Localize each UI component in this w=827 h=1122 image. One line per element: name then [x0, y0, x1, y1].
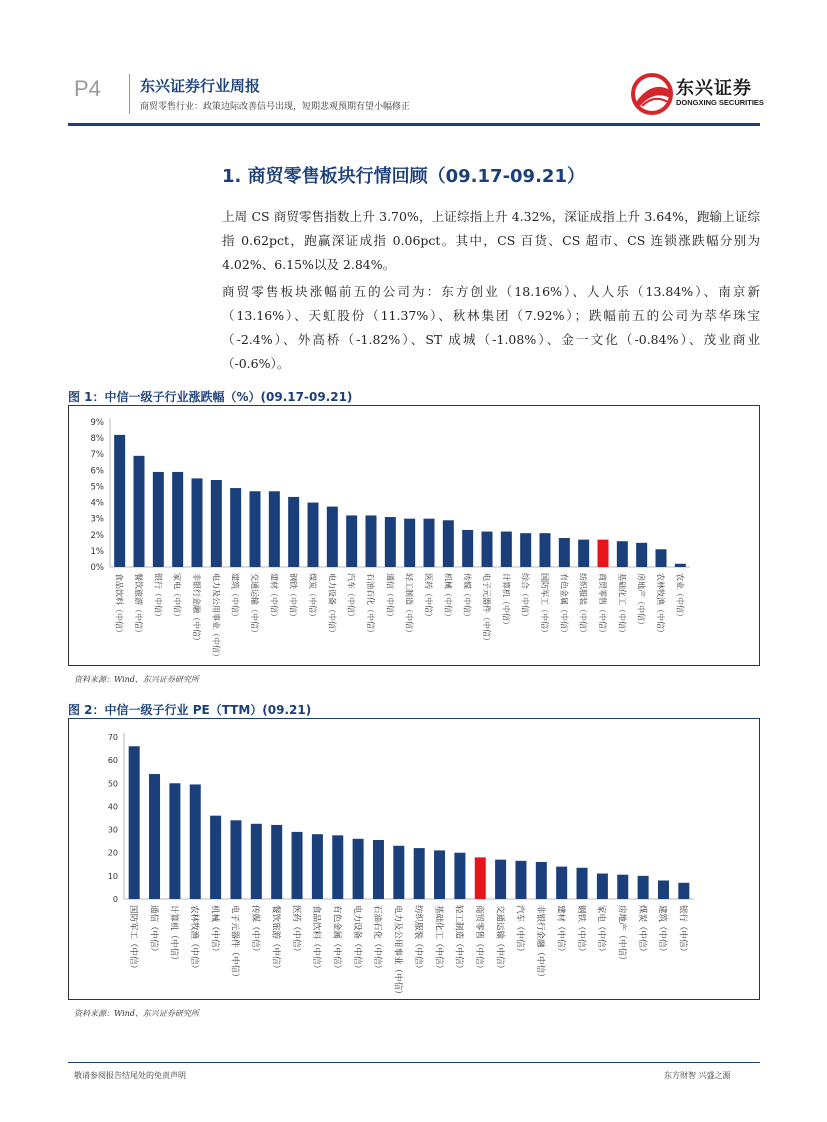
- x-tick-label: 房地产（中信）: [616, 905, 627, 965]
- page-number: P4: [74, 76, 101, 101]
- bar: [598, 540, 609, 567]
- bar: [172, 472, 183, 567]
- figure-1-source: 资料来源：Wind、东兴证券研究所: [74, 675, 199, 684]
- bar: [414, 848, 425, 899]
- bar: [114, 435, 125, 567]
- figure-2-source: 资料来源：Wind、东兴证券研究所: [74, 1009, 199, 1018]
- x-tick-label: 农业（中信）: [675, 573, 685, 621]
- x-tick-label: 石油石化（中信）: [372, 905, 383, 974]
- x-tick-label: 非银行金融（中信）: [192, 573, 201, 645]
- x-tick-label: 银行（中信）: [677, 905, 688, 957]
- x-tick-label: 计算机（中信）: [501, 573, 511, 629]
- figure-1-title: 图 1：中信一级子行业涨跌幅（%）(09.17-09.21): [68, 390, 353, 404]
- bar: [134, 456, 145, 567]
- bar: [230, 488, 241, 567]
- x-tick-label: 家电（中信）: [172, 573, 182, 621]
- bar: [251, 824, 262, 899]
- paragraph-market-review: 上周 CS 商贸零售指数上升 3.70%，上证综指上升 4.32%，深证成指上升 3.64%，跑输上证综指 0.62pct，跑赢深证成指 0.06pct。其中，CS 百货、CS 超市、CS 连锁涨跌幅分别为 4.02%、6.15%以及 2.84%。: [222, 209, 760, 272]
- bar: [404, 519, 415, 567]
- y-tick-label: 50: [107, 779, 118, 789]
- y-tick-label: 0: [112, 895, 118, 904]
- x-tick-label: 农林牧渔（中信）: [189, 905, 199, 974]
- bar: [482, 532, 493, 567]
- x-tick-label: 电子元器件（中信）: [482, 573, 491, 645]
- bar: [515, 861, 526, 899]
- bar: [211, 480, 222, 567]
- bar: [288, 497, 299, 567]
- x-tick-label: 食品饮料（中信）: [114, 573, 124, 637]
- bar: [638, 876, 649, 899]
- x-tick-label: 交通运输（中信）: [494, 905, 505, 974]
- x-tick-label: 汽车（中信）: [514, 905, 525, 957]
- y-tick-label: 60: [107, 756, 118, 766]
- bar: [462, 530, 473, 567]
- x-tick-label: 轻工制造（中信）: [404, 573, 414, 637]
- figure-2-title: 图 2：中信一级子行业 PE（TTM）(09.21): [68, 703, 312, 717]
- bar: [332, 835, 343, 899]
- bar: [656, 549, 667, 567]
- x-tick-label: 非银行金融（中信）: [535, 905, 546, 982]
- y-tick-label: 4%: [90, 498, 104, 509]
- bar: [540, 533, 551, 567]
- y-tick-label: 9%: [90, 418, 104, 428]
- x-tick-label: 计算机（中信）: [168, 905, 179, 965]
- x-tick-label: 餐饮旅游（中信）: [270, 905, 281, 974]
- bar: [536, 862, 547, 899]
- y-tick-label: 7%: [90, 450, 104, 461]
- bar: [636, 543, 647, 567]
- figure-2-bottom-rule: [68, 999, 760, 1000]
- bar: [393, 846, 404, 899]
- x-tick-label: 钢铁（中信）: [288, 573, 298, 621]
- bar: [346, 515, 357, 567]
- x-tick-label: 通信（中信）: [385, 573, 395, 621]
- figure-1-chart: [68, 410, 760, 665]
- bar: [230, 820, 241, 899]
- figure-1-bottom-rule: [68, 665, 760, 666]
- bar: [373, 840, 384, 899]
- x-tick-label: 纺织服装（中信）: [412, 905, 423, 974]
- bar: [292, 832, 303, 899]
- y-tick-label: 0%: [90, 563, 104, 573]
- bar: [312, 834, 323, 899]
- x-tick-label: 农林牧渔（中信）: [656, 573, 665, 637]
- x-tick-label: 有色金属（中信）: [331, 905, 342, 974]
- bar: [597, 874, 608, 899]
- y-tick-label: 20: [107, 848, 118, 858]
- header-divider: [129, 74, 130, 114]
- bar: [366, 515, 377, 567]
- bar: [434, 850, 445, 899]
- paragraph-top-movers: 商贸零售板块涨幅前五的公司为：东方创业（18.16%）、人人乐（13.84%）、南京新（13.16%）、天虹股份（11.37%）、秋林集团（7.92%）；跌幅前五的公司为萃华珠宝（-2.4%）、外高桥（-1.82%）、ST 成城（-1.08%）、金一文化（-0.84%）、茂业商业（-0.6%）。: [222, 284, 760, 371]
- x-tick-label: 石油石化（中信）: [366, 573, 375, 637]
- figure-1-top-rule: [68, 405, 760, 406]
- x-tick-label: 煤炭（中信）: [308, 573, 317, 621]
- bar: [578, 540, 589, 567]
- x-tick-label: 电力设备（中信）: [327, 573, 337, 637]
- bar: [169, 783, 180, 899]
- x-tick-label: 基础化工（中信）: [433, 905, 444, 974]
- footer-slogan: 东方财智 兴盛之源: [664, 1071, 731, 1080]
- bar: [192, 478, 203, 567]
- logo-text: 东兴证券: [676, 78, 752, 99]
- bar: [495, 860, 506, 899]
- bar: [520, 533, 531, 567]
- x-tick-label: 传媒（中信）: [250, 905, 261, 957]
- bar: [308, 503, 319, 567]
- x-tick-label: 交通运输（中信）: [250, 573, 259, 637]
- x-tick-label: 电力及公用事业（中信）: [392, 905, 403, 999]
- y-tick-label: 1%: [90, 546, 104, 557]
- y-tick-label: 30: [107, 825, 118, 835]
- x-tick-label: 房地产（中信）: [636, 573, 646, 629]
- x-tick-label: 商贸零售（中信）: [474, 905, 484, 974]
- x-tick-label: 机械（中信）: [209, 905, 220, 957]
- x-tick-label: 商贸零售（中信）: [598, 573, 607, 637]
- x-tick-label: 电力设备（中信）: [351, 905, 362, 974]
- x-tick-label: 医药（中信）: [290, 905, 301, 957]
- bar: [129, 746, 140, 899]
- footer-rule: [68, 1062, 760, 1063]
- report-title: 东兴证券行业周报: [140, 77, 261, 95]
- figure-2-top-rule: [68, 718, 760, 719]
- bar: [271, 825, 282, 899]
- y-tick-label: 6%: [90, 466, 104, 477]
- bar: [443, 520, 454, 567]
- bar: [675, 564, 686, 567]
- bar: [559, 538, 570, 567]
- bar: [353, 839, 364, 899]
- bar: [454, 853, 465, 899]
- x-tick-label: 国防军工（中信）: [540, 573, 549, 637]
- bar: [250, 491, 261, 567]
- x-tick-label: 家电（中信）: [596, 905, 607, 957]
- bar: [658, 880, 669, 899]
- bar: [617, 541, 628, 567]
- x-tick-label: 汽车（中信）: [346, 573, 356, 621]
- x-tick-label: 轻工制造（中信）: [453, 905, 464, 974]
- x-tick-label: 通信（中信）: [148, 905, 159, 957]
- x-tick-label: 银行（中信）: [153, 573, 163, 621]
- bar: [190, 784, 201, 899]
- x-tick-label: 电子元器件（中信）: [229, 905, 240, 982]
- figure-2-chart: [68, 722, 760, 999]
- header-rule: [68, 123, 760, 126]
- bar: [678, 883, 689, 899]
- y-tick-label: 70: [107, 733, 118, 742]
- x-tick-label: 医药（中信）: [424, 573, 433, 621]
- section-title: 1. 商贸零售板块行情回顾（09.17-09.21）: [222, 166, 585, 187]
- bar: [149, 774, 160, 899]
- x-tick-label: 基础化工（中信）: [617, 573, 627, 637]
- x-tick-label: 建筑（中信）: [230, 573, 240, 621]
- bar: [501, 532, 512, 567]
- bar: [475, 857, 486, 899]
- x-tick-label: 传媒（中信）: [462, 573, 472, 621]
- report-subtitle: 商贸零售行业：政策边际改善信号出现，短期悲观预期有望小幅修正: [140, 102, 411, 112]
- x-tick-label: 建材（中信）: [269, 573, 279, 621]
- bar: [617, 875, 628, 899]
- x-tick-label: 有色金属（中信）: [559, 573, 569, 637]
- bar: [577, 868, 588, 899]
- dongxing-logo-icon: [630, 72, 676, 116]
- x-tick-label: 食品饮料（中信）: [311, 905, 322, 974]
- x-tick-label: 电力及公用事业（中信）: [211, 573, 221, 661]
- y-tick-label: 2%: [90, 530, 104, 541]
- x-tick-label: 煤炭（中信）: [636, 905, 647, 957]
- bar: [210, 816, 221, 899]
- x-tick-label: 国防军工（中信）: [127, 905, 138, 974]
- bar: [327, 507, 338, 567]
- x-tick-label: 机械（中信）: [443, 573, 453, 621]
- x-tick-label: 建筑（中信）: [657, 905, 668, 957]
- y-tick-label: 40: [107, 802, 118, 812]
- y-tick-label: 3%: [90, 514, 104, 525]
- bar: [385, 517, 396, 567]
- x-tick-label: 建材（中信）: [555, 905, 566, 957]
- bar: [269, 491, 280, 567]
- x-tick-label: 钢铁（中信）: [575, 905, 586, 957]
- y-tick-label: 5%: [90, 482, 104, 493]
- x-tick-label: 综合（中信）: [520, 573, 530, 621]
- x-tick-label: 纺织服装（中信）: [578, 573, 588, 637]
- bar: [424, 519, 435, 567]
- y-tick-label: 8%: [90, 434, 104, 445]
- footer-disclaimer: 敬请参阅报告结尾处的免责声明: [74, 1071, 186, 1080]
- x-tick-label: 餐饮旅游（中信）: [134, 573, 143, 637]
- y-tick-label: 10: [107, 871, 118, 881]
- logo-english-text: DONGXING SECURITIES: [676, 98, 764, 107]
- bar: [556, 867, 567, 899]
- bar: [153, 472, 164, 567]
